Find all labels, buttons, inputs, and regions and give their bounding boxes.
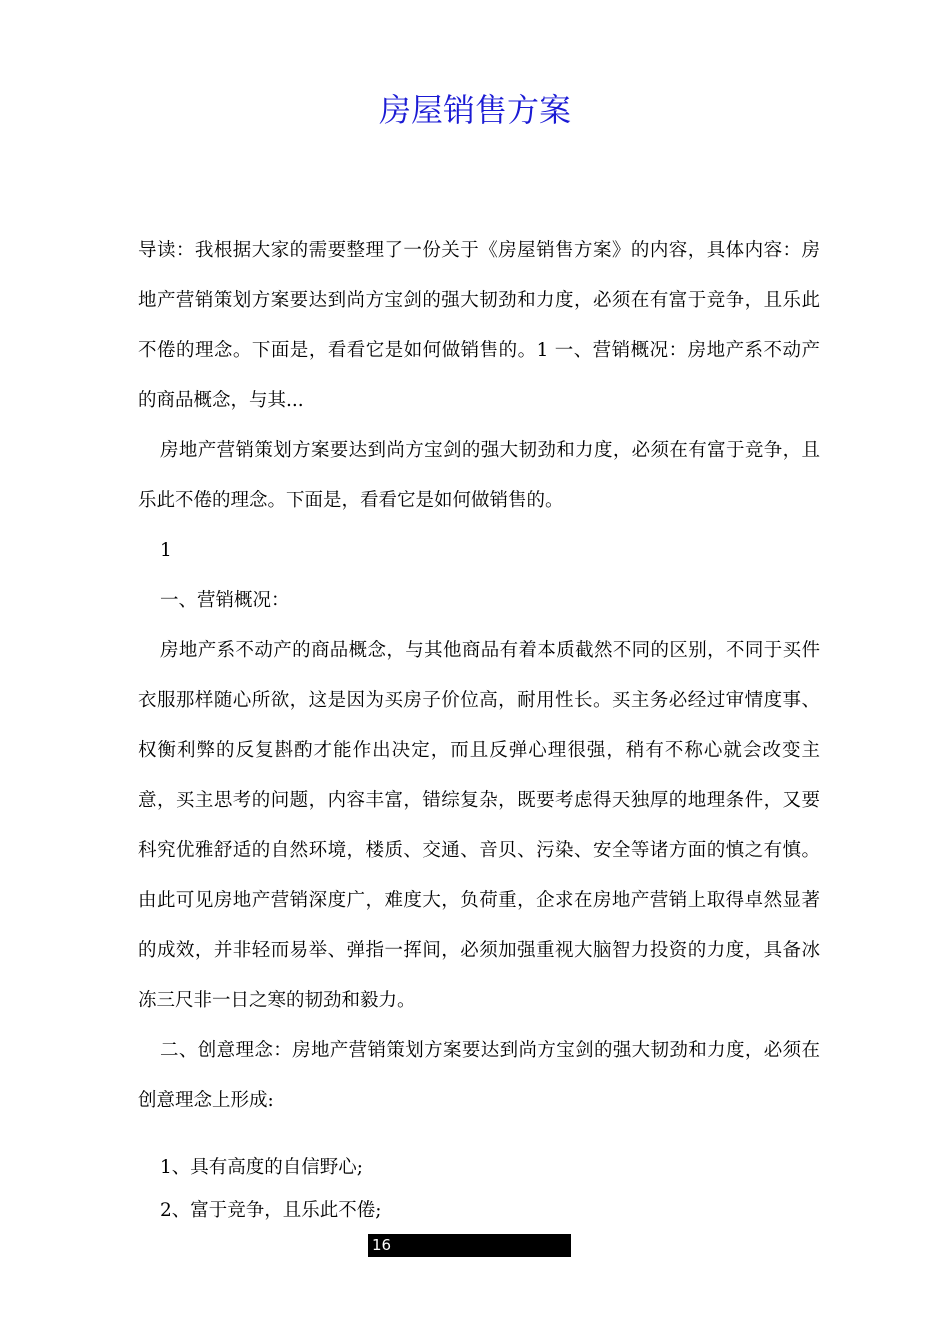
document-body [138,226,820,1232]
section1-paragraph: 房地产系不动产的商品概念，与其他商品有着本质截然不同的区别，不同于买件衣服那样随心所欲，这是因为买房子价位高，耐用性长。买主务必经过审情度事、权衡利弊的反复斟酌才能作出决定，而且反弹心理很强，稍有不称心就会改变主意，买主思考的问题，内容丰富，错综复杂，既要考虑得天独厚的地理条件，又要科究优雅舒适的自然环境，楼质、交通、音贝、污染、安全等诸方面的慎之有慎。由此可见房地产营销深度广，难度大，负荷重，企求在房地产营销上取得卓然显著的成效，并非轻而易举、弹指一挥间，必须加强重视大脑智力投资的力度，具备冰冻三尺非一日之寒的韧劲和毅力。 [138,640,820,1011]
section2-paragraph: 二、创意理念：房地产营销策划方案要达到尚方宝剑的强大韧劲和力度，必须在创意理念上形成: [138,1040,820,1111]
section1-heading: 一、营销概况： [160,590,290,611]
spacer [138,1126,820,1146]
list-item: 2、富于竞争，且乐此不倦; [160,1200,382,1221]
document-title: 房屋销售方案 [378,91,571,129]
summary-paragraph: 导读：我根据大家的需要整理了一份关于《房屋销售方案》的内容，具体内容：房地产营销策划方案要达到尚方宝剑的强大韧劲和力度，必须在有富于竞争，且乐此不倦的理念。下面是，看看它是如何做销售的。1 一、营销概况：房地产系不动产的商品概念，与其... [138,240,820,411]
number-marker: 1 [160,540,172,561]
footer-bar [368,1234,571,1257]
list-item: 1、具有高度的自信野心; [160,1157,364,1178]
intro-paragraph: 房地产营销策划方案要达到尚方宝剑的强大韧劲和力度，必须在有富于竞争，且乐此不倦的理念。下面是，看看它是如何做销售的。 [138,440,820,511]
page-number: 16 [372,1236,392,1254]
